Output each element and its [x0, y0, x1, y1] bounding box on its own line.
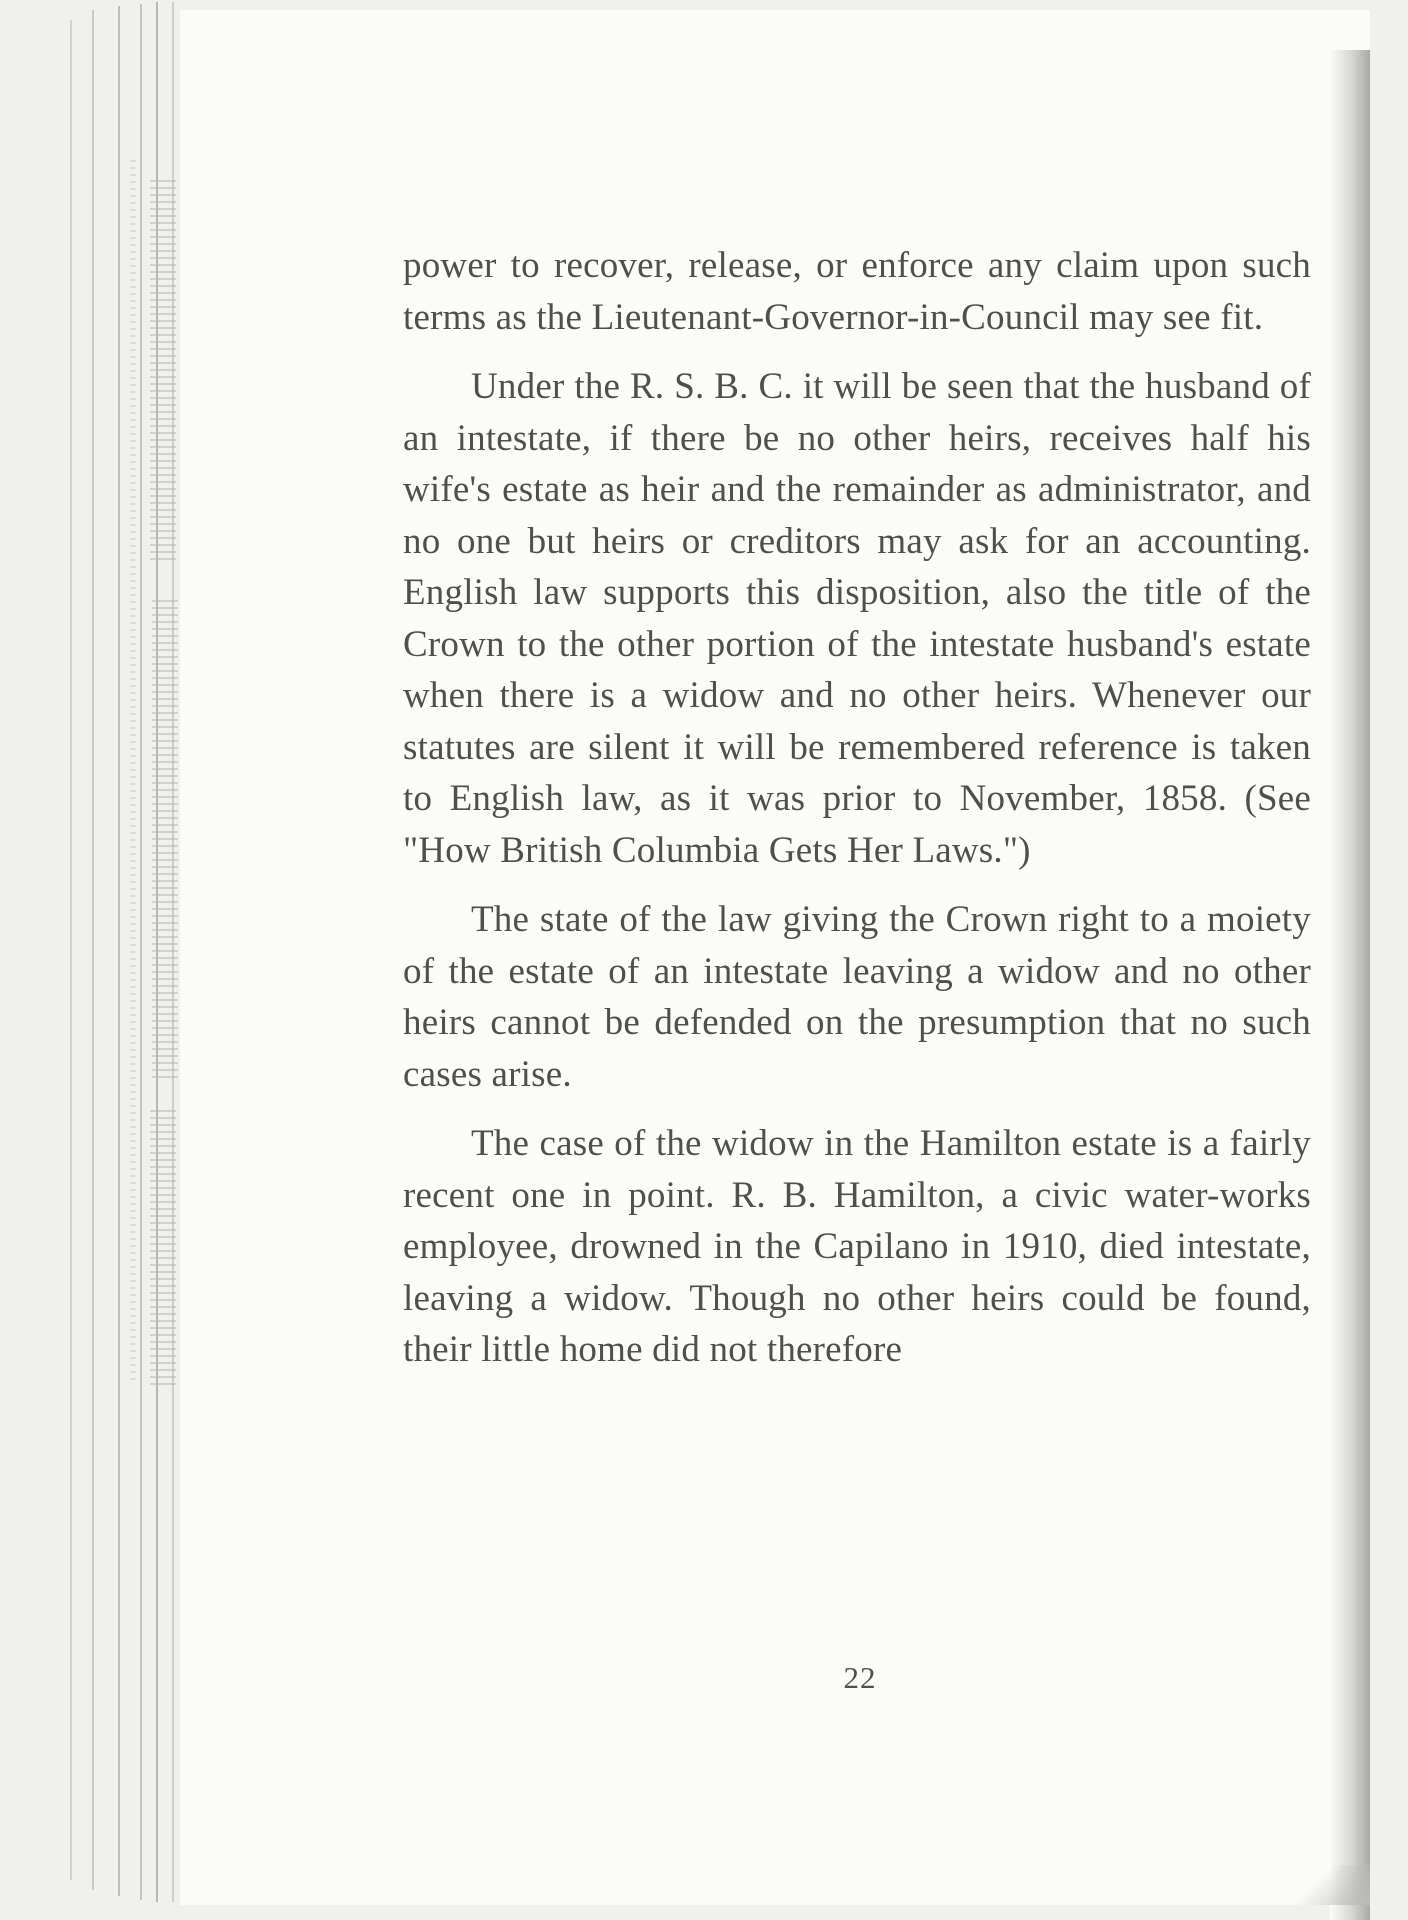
paragraph-2: Under the R. S. B. C. it will be seen that the husband of an intestate, if there be no other heirs, receives half his wife's estate as heir and the remainder as administrator, and no one but heirs or creditors may ask for an accounting. English law supports this disposition, also the title of the Crown to the other portion of the intestate husband's estate when there is a widow and no other heirs. Whenever our statutes are silent it will be remembered reference is taken to English law, as it was prior to November, 1858. (See "How British Columbia Gets Her Laws.")	[403, 366, 1311, 871]
bleed-through-marks	[150, 1110, 176, 1390]
bleed-through-marks	[150, 180, 176, 560]
paragraph-1: power to recover, release, or enforce any claim upon such terms as the Lieutenant-Governor-in-Council may see fit.	[403, 245, 1311, 338]
paragraph-4: The case of the widow in the Hamilton estate is a fairly recent one in point. R. B. Hamilton, a civic water-works employee, drowned in the Capilano in 1910, died intestate, leaving a widow. Though no other heirs could be found, their little home did not therefore	[403, 1123, 1311, 1370]
page-body-text	[403, 240, 1311, 1394]
paragraph-3: The state of the law giving the Crown right to a moiety of the estate of an intestate leaving a widow and no other heirs cannot be defended on the presumption that no such cases arise.	[403, 899, 1311, 1095]
page-number: 22	[843, 1660, 877, 1695]
page-edge	[92, 10, 94, 1890]
page-edge	[70, 20, 72, 1880]
bleed-through-marks	[130, 160, 136, 1380]
page-gutter-shadow	[1330, 50, 1370, 1920]
page-corner-shadow	[1280, 1865, 1370, 1905]
bleed-through-marks	[152, 600, 178, 1080]
page-edge	[118, 6, 120, 1896]
page-edge	[140, 4, 142, 1900]
